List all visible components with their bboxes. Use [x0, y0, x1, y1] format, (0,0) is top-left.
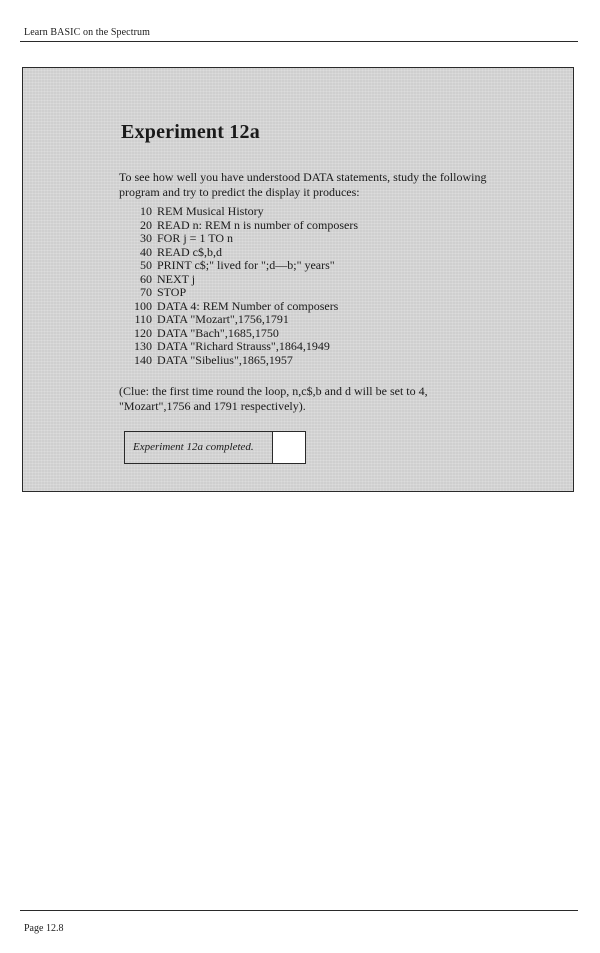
header-rule	[20, 41, 578, 42]
program-line	[119, 246, 358, 260]
line-code: DATA "Mozart",1756,1791	[157, 312, 289, 326]
line-code: DATA "Richard Strauss",1864,1949	[157, 339, 330, 353]
completion-box	[124, 431, 306, 464]
page-number: Page 12.8	[24, 923, 64, 934]
program-line	[119, 273, 358, 287]
program-line	[119, 205, 358, 219]
program-line	[119, 300, 358, 314]
line-code: FOR j = 1 TO n	[157, 231, 234, 245]
program-line	[119, 340, 358, 354]
line-number: 100	[134, 298, 152, 313]
program-line	[119, 286, 358, 300]
line-code: DATA "Bach",1685,1750	[157, 325, 279, 340]
experiment-panel	[22, 67, 574, 492]
program-line	[119, 327, 358, 341]
line-code: DATA 4: REM Number of composers	[157, 298, 339, 313]
line-code: REM Musical History	[157, 204, 264, 218]
program-line	[119, 219, 358, 233]
line-number: 10	[140, 204, 152, 218]
completion-checkbox[interactable]	[272, 431, 306, 464]
completion-label: Experiment 12a completed.	[133, 441, 254, 453]
experiment-title: Experiment 12a	[121, 121, 260, 143]
clue-text: (Clue: the first time round the loop, n,c$,b and d will be set to 4, "Mozart",1756 and 1791 respectively).	[119, 384, 428, 413]
line-code: STOP	[157, 285, 187, 299]
program-listing	[119, 205, 358, 367]
line-code: READ n: REM n is number of composers	[157, 217, 358, 232]
line-number: 110	[134, 312, 152, 326]
footer-rule	[20, 910, 578, 911]
line-number: 140	[134, 352, 152, 367]
line-code: DATA "Sibelius",1865,1957	[157, 352, 293, 367]
intro-text: To see how well you have understood DATA statements, study the following program and try to predict the display it produces:	[119, 170, 487, 199]
line-number: 120	[134, 325, 152, 340]
line-number: 130	[134, 339, 152, 353]
line-number: 30	[140, 231, 152, 245]
program-line	[119, 313, 358, 327]
line-code: READ c$,b,d	[157, 244, 222, 259]
line-number: 60	[140, 271, 152, 286]
line-number: 20	[140, 217, 152, 232]
program-line	[119, 259, 358, 273]
program-line	[119, 354, 358, 368]
line-number: 40	[140, 244, 152, 259]
line-code: NEXT j	[157, 271, 196, 286]
line-code: PRINT c$;" lived for ";d—b;" years"	[157, 258, 335, 272]
program-line	[119, 232, 358, 246]
line-number: 70	[140, 285, 152, 299]
running-header: Learn BASIC on the Spectrum	[24, 27, 151, 38]
line-number: 50	[140, 258, 152, 272]
